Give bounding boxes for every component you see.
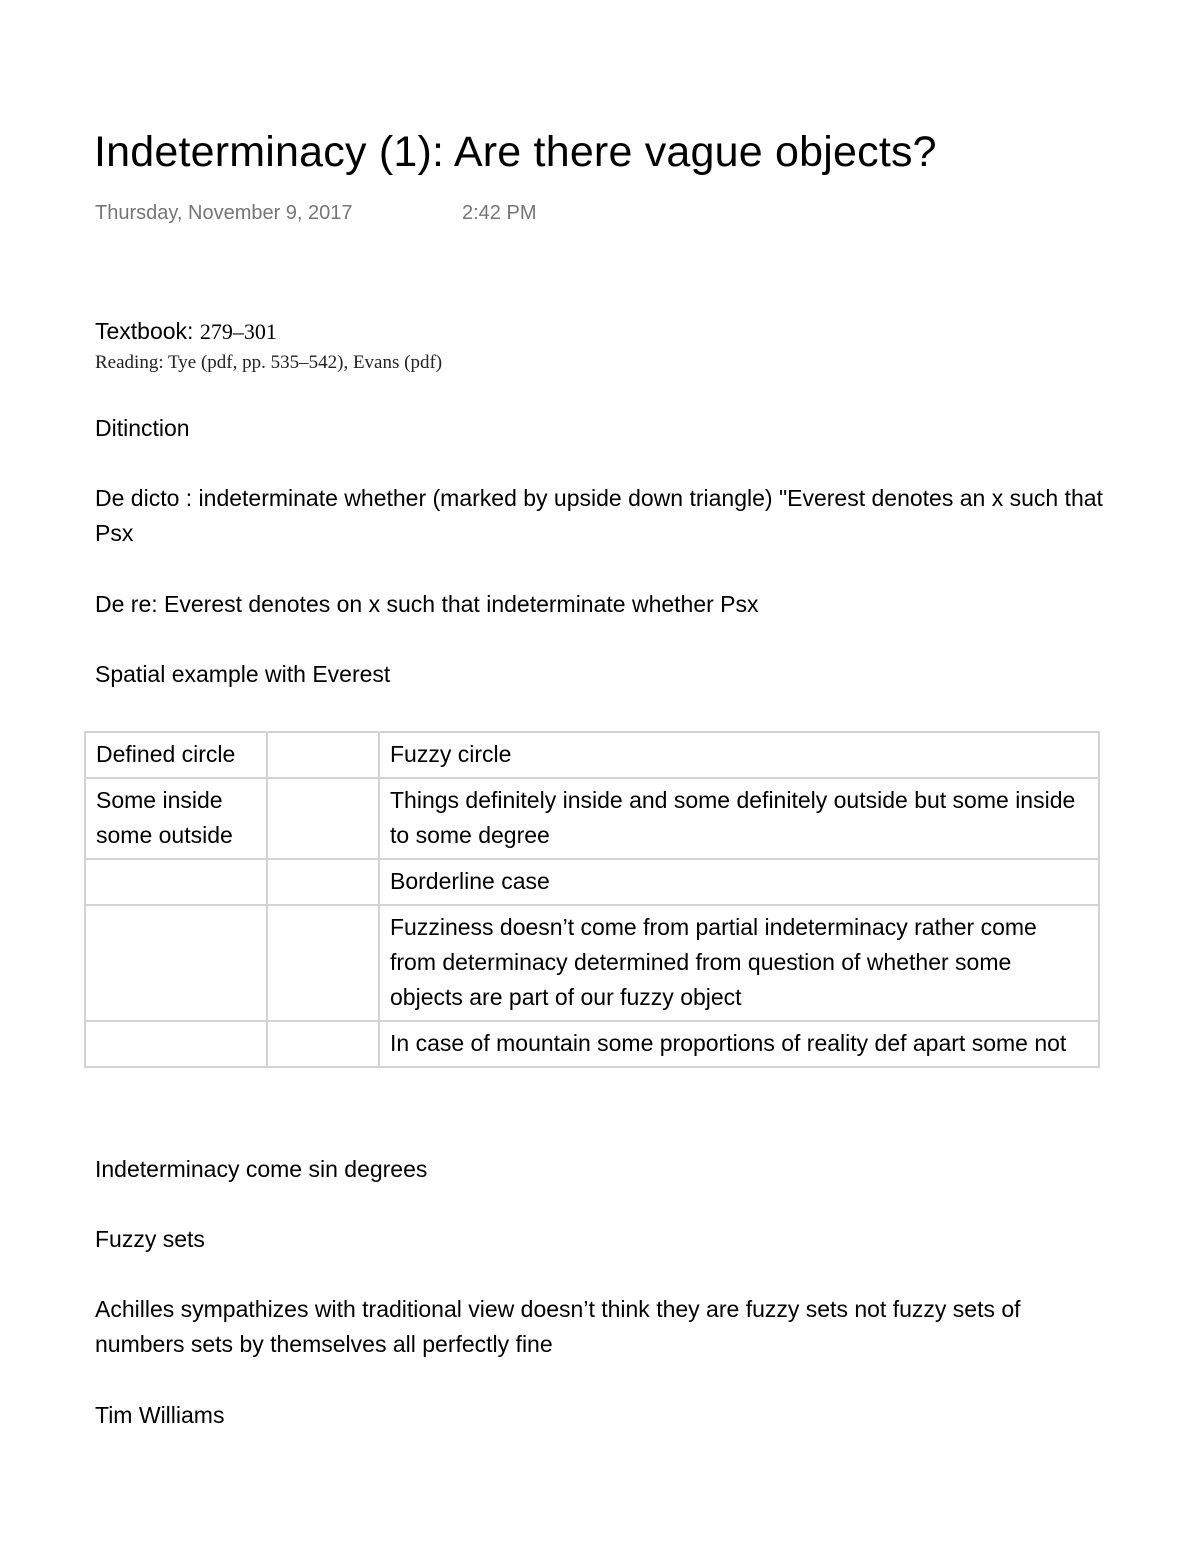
spatial-example-paragraph: Spatial example with Everest (95, 661, 391, 687)
fuzzy-sets-paragraph: Fuzzy sets (95, 1226, 205, 1252)
textbook-label: Textbook: (95, 318, 194, 344)
table-cell (85, 905, 267, 1021)
de-re-paragraph: De re: Everest denotes on x such that indeterminate whether Psx (95, 591, 759, 617)
table-cell: In case of mountain some proportions of reality def apart some not (379, 1021, 1099, 1067)
textbook-line (95, 314, 277, 349)
table-cell (85, 859, 267, 905)
degrees-paragraph: Indeterminacy come sin degrees (95, 1156, 428, 1182)
table-row (85, 732, 1099, 778)
table-cell: Borderline case (379, 859, 1099, 905)
table-cell (267, 905, 379, 1021)
note-time: 2:42 PM (462, 202, 537, 224)
table-row (85, 778, 1099, 859)
distinction-heading: Ditinction (95, 415, 190, 441)
table-cell (85, 1021, 267, 1067)
table-cell (267, 778, 379, 859)
note-date: Thursday, November 9, 2017 (95, 202, 353, 224)
table-cell: Fuzziness doesn’t come from partial indeterminacy rather come from determinacy determined from question of whether some objects are part of our fuzzy object (379, 905, 1099, 1021)
table-cell: Fuzzy circle (379, 732, 1099, 778)
table-cell (267, 1021, 379, 1067)
page-title: Indeterminacy (1): Are there vague objects? (94, 128, 937, 176)
table-cell: Some inside some outside (85, 778, 267, 859)
table-cell (267, 859, 379, 905)
table-cell (267, 732, 379, 778)
table-cell: Things definitely inside and some definitely outside but some inside to some degree (379, 778, 1099, 859)
table-row (85, 905, 1099, 1021)
achilles-paragraph: Achilles sympathizes with traditional view doesn’t think they are fuzzy sets not fuzzy sets of numbers sets by themselves all perfectly fine (95, 1296, 1021, 1357)
textbook-pages: 279–301 (199, 319, 277, 344)
reading-line: Reading: Tye (pdf, pp. 535–542), Evans (pdf) (95, 352, 443, 373)
table-cell: Defined circle (85, 732, 267, 778)
table-row (85, 1021, 1099, 1067)
de-dicto-paragraph: De dicto : indeterminate whether (marked by upside down triangle) "Everest denotes an x such that Psx (95, 485, 1103, 546)
comparison-table (84, 731, 1100, 1068)
williams-paragraph: Tim Williams (95, 1402, 225, 1428)
table-row (85, 859, 1099, 905)
